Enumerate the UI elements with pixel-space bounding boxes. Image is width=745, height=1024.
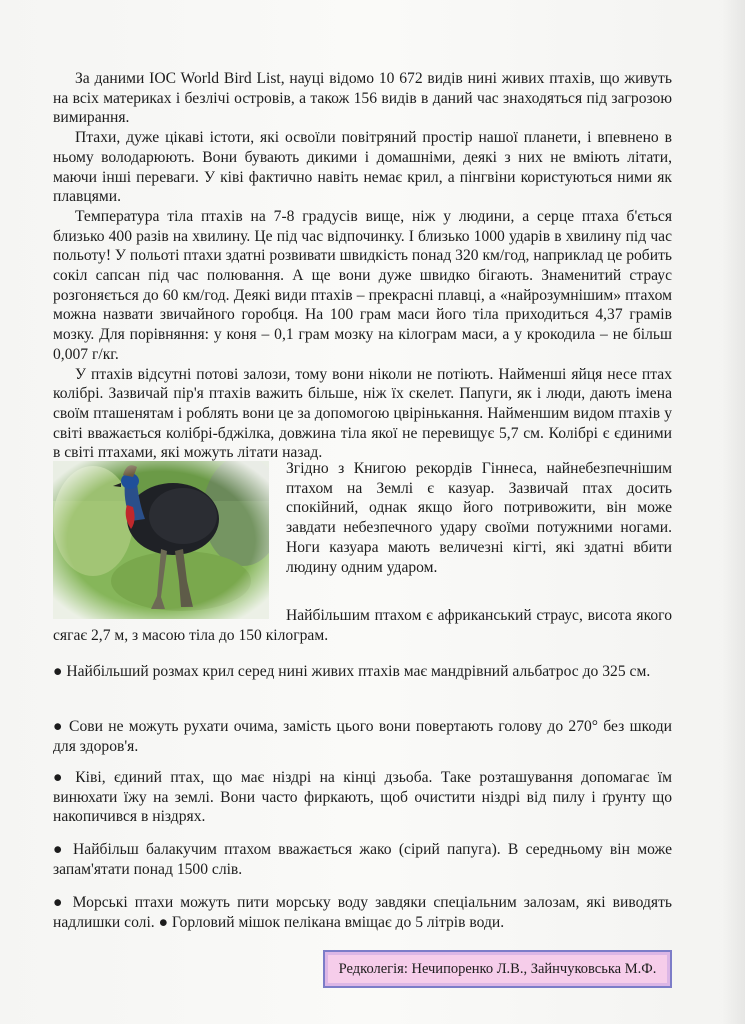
intro-text-block	[53, 69, 672, 463]
bullet-albatross	[53, 662, 672, 682]
editorial-credit-box	[323, 950, 672, 988]
bullet-seabirds-pelican	[53, 893, 672, 932]
paragraph-birds-intro: Птахи, дуже цікаві істоти, які освоїли повітряний простір нашої планети, і впевнено в ньому володарюють. Вони бувають дикими і домашніми, деякі з них не вміють літати, маючи інші переваги. У ківі фактично навіть немає крил, а пінгвіни користуються ними як плавцями.	[53, 129, 672, 206]
paragraph-species-count: За даними IOC World Bird List, науці відомо 10 672 видів нині живих птахів, що живуть на всіх материках і безлічі островів, а також 156 видів в даний час знаходяться під загрозою вимирання.	[53, 70, 672, 127]
page-edge-shadow	[723, 0, 745, 1024]
bullet-jaco	[53, 840, 672, 879]
bullet-text: ● Найбільш балакучим птахом вважається жако (сірий папуга). В середньому він може запам'ятати понад 1500 слів.	[53, 841, 672, 878]
paragraph-facts: У птахів відсутні потові залози, тому вони ніколи не потіють. Найменші яйця несе птах колібрі. Зазвичай пір'я птахів важить більше, ніж їх скелет. Папуги, як і люди, дають імена своїм пташенятам і роблять вони це за допомогою цвірінькання. Найменшим видом птахів у світі вважається колібрі-бджілка, довжина тіла якої не перевищує 5,7 см. Колібрі є єдиними в світі птахами, які можуть літати назад.	[53, 365, 672, 462]
cassowary-text: Згідно з Книгою рекордів Гіннеса, найнебезпечнішим птахом на Землі є казуар. Зазвичай птах досить спокійний, однак якщо його потривожити, він може завдати небезпечного удару своїми потужними ногами. Ноги казуара мають величезні кігті, які здатні вбити людину одним ударом.	[286, 460, 672, 576]
cassowary-photo	[53, 461, 269, 619]
bullet-kiwi	[53, 768, 672, 827]
bullet-text: ● Найбільший розмах крил серед нині живих птахів має мандрівний альбатрос до 325 см.	[53, 663, 651, 680]
bullet-owls	[53, 717, 672, 756]
bullet-text: ● Сови не можуть рухати очима, замість цього вони повертають голову до 270° без шкоди для здоров'я.	[53, 718, 672, 755]
bullet-text: ● Ківі, єдиний птах, що має ніздрі на кінці дзьоба. Таке розташування допомагає їм винюхати їжу на землі. Вони часто фиркають, щоб очистити ніздрі від пилу і ґрунту що накопичився в ніздрях.	[53, 769, 672, 826]
bullet-text: ● Морські птахи можуть пити морську воду завдяки спеціальним залозам, які виводять надлишки солі. ● Горловий мішок пелікана вміщає до 5 літрів води.	[53, 894, 672, 931]
editorial-credit-text: Редколегія: Нечипоренко Л.В., Зайнчуковська М.Ф.	[338, 960, 657, 977]
ostrich-text: Найбільшим птахом є африканський страус, висота якого сягає 2,7 м, з масою тіла до 150 кілограм.	[53, 607, 672, 644]
paragraph-temperature-heart: Температура тіла птахів на 7-8 градусів вище, ніж у людини, а серце птаха б'ється близько 400 разів на хвилину. Це під час відпочинку. І близько 1000 ударів в хвилину під час польоту! У польоті птахи здатні розвивати швидкість понад 320 км/год, наприклад це робить сокіл сапсан під час полювання. А ще вони дуже швидко бігають. Знаменитий страус розгоняється до 60 км/год. Деякі види птахів – прекрасні плавці, а «найрозумнішим» птахом можна назвати звичайного горобця. На 100 грам маси його тіла приходиться 4,37 грамів мозку. Для порівняння: у коня – 0,1 грам мозку на кілограм маси, а у крокодила – не більш 0,007 г/кг.	[53, 207, 672, 363]
